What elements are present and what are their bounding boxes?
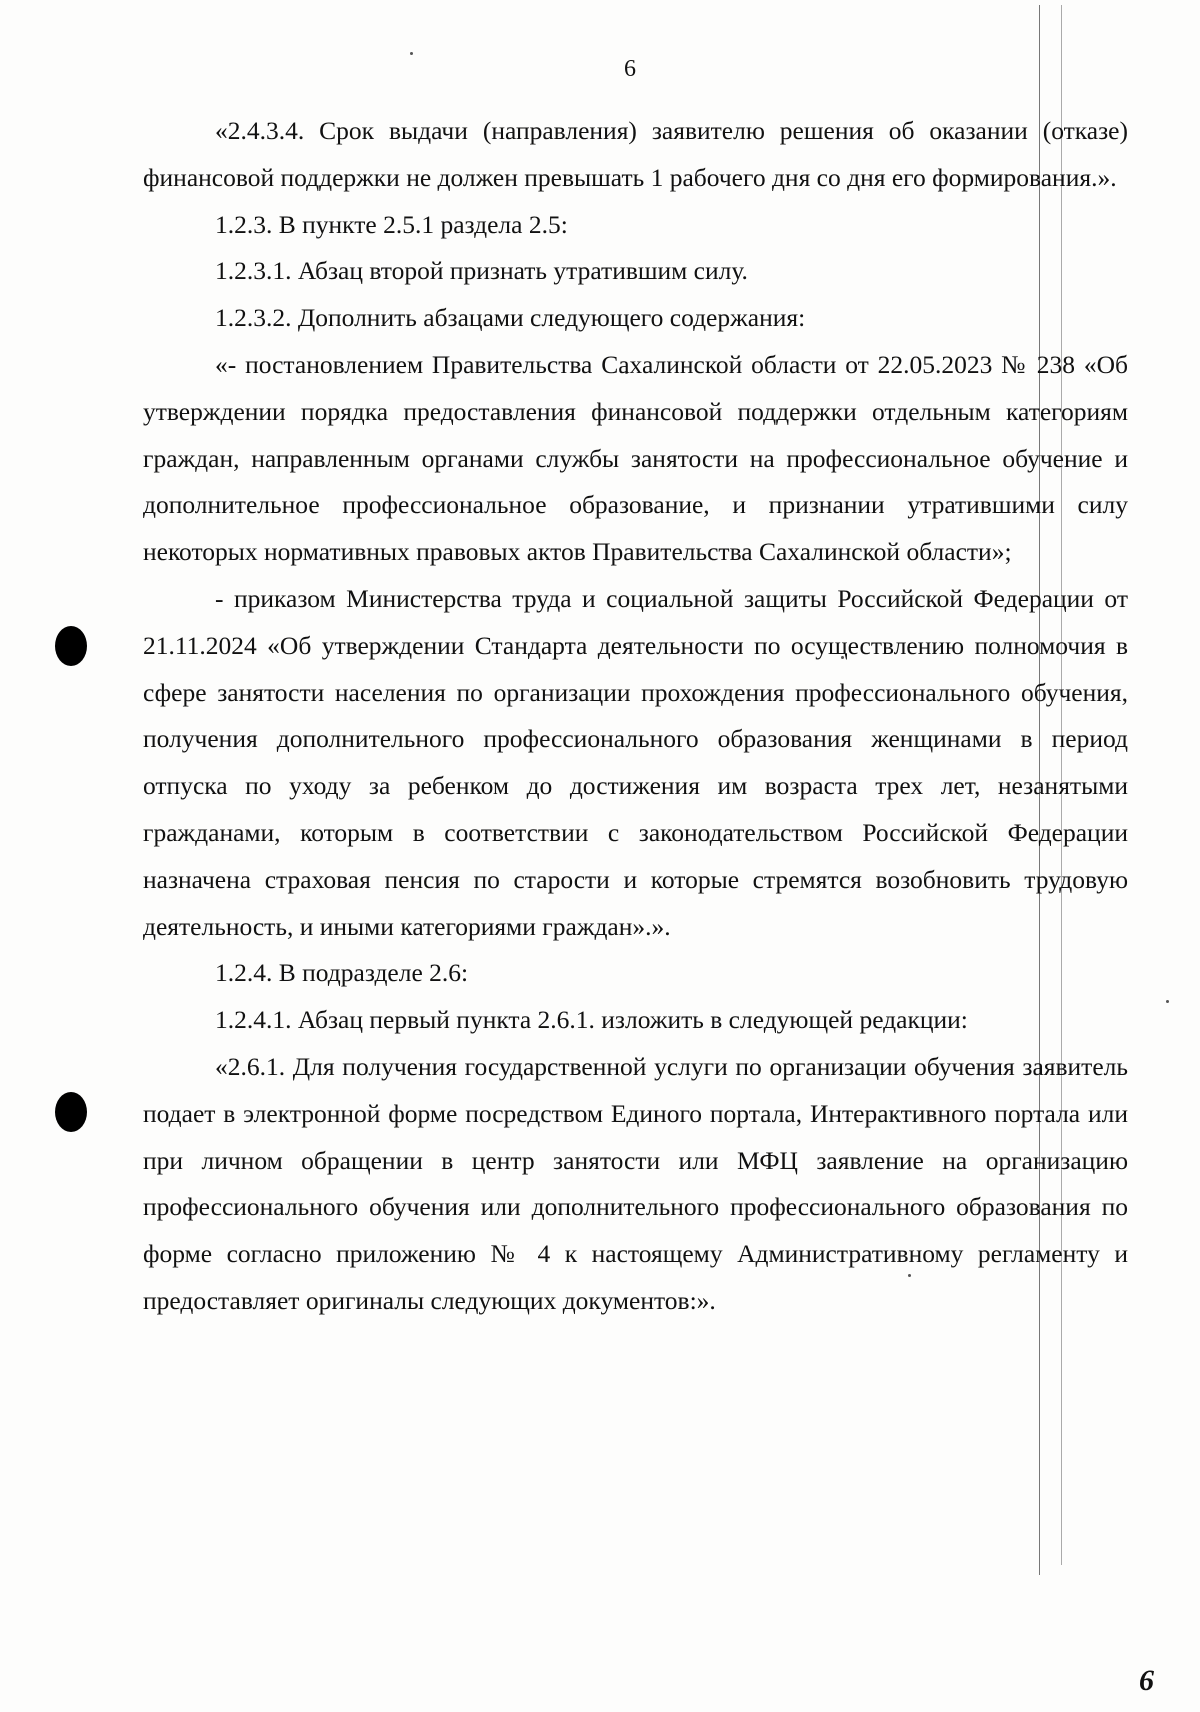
paragraph-2-4-3-4: «2.4.3.4. Срок выдачи (направления) заявителю решения об оказании (отказе) финансовой поддержки не должен превышать 1 рабочего дня со дня его формирования.».	[143, 116, 1128, 192]
page-number: 6	[624, 56, 636, 82]
scan-speck	[410, 52, 413, 55]
punch-hole	[55, 626, 87, 666]
paragraph-government-resolution: «- постановлением Правительства Сахалинской области от 22.05.2023 № 238 «Об утверждении порядка предоставления финансовой поддержки отдельным категориям граждан, направленным органами службы занятости на профессиональное обучение и дополнительное профессиональное образование, и признании утратившими силу некоторых нормативных правовых актов Правительства Сахалинской области»;	[143, 349, 1128, 567]
paragraph-1-2-3-2: 1.2.3.2. Дополнить абзацами следующего содержания:	[215, 303, 806, 333]
handwritten-page-mark: 6	[1139, 1664, 1154, 1697]
paragraph-2-6-1: «2.6.1. Для получения государственной услуги по организации обучения заявитель подает в электронной форме посредством Единого портала, Интерактивного портала или при личном обращении в центр занятости или МФЦ заявление на организацию профессионального обучения или дополнительного профессионального образования по форме согласно приложению № 4 к настоящему Административному регламенту и предоставляет оригиналы следующих документов:».	[143, 1051, 1128, 1315]
scan-speck	[1166, 1000, 1169, 1003]
paragraph-1-2-3: 1.2.3. В пункте 2.5.1 раздела 2.5:	[215, 209, 568, 239]
document-body	[143, 108, 1128, 1325]
punch-hole	[55, 1092, 87, 1132]
paragraph-ministry-order: - приказом Министерства труда и социальной защиты Российской Федерации от 21.11.2024 «Об утверждении Стандарта деятельности по осуществлению полномочия в сфере занятости населения по организации прохождения профессионального обучения, получения дополнительного профессионального образования женщинами в период отпуска по уходу за ребенком до достижения им возраста трех лет, незанятыми гражданами, которым в соответствии с законодательством Российской Федерации назначена страховая пенсия по старости и которые стремятся возобновить трудовую деятельность, и иными категориями граждан».».	[143, 583, 1128, 941]
paragraph-1-2-4-1: 1.2.4.1. Абзац первый пункта 2.6.1. изложить в следующей редакции:	[215, 1005, 968, 1035]
paragraph-1-2-3-1: 1.2.3.1. Абзац второй признать утратившим силу.	[215, 256, 748, 286]
paragraph-1-2-4: 1.2.4. В подразделе 2.6:	[215, 958, 469, 988]
